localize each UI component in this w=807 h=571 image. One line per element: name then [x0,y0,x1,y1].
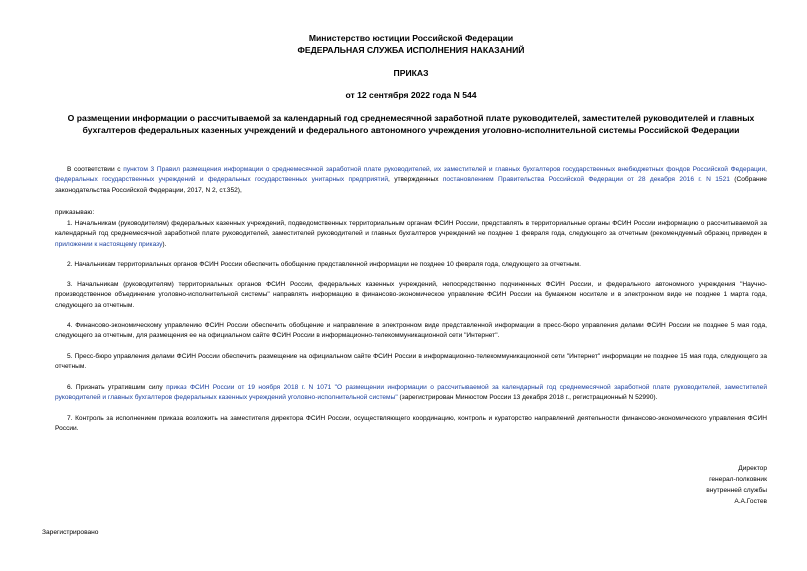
service-name: ФЕДЕРАЛЬНАЯ СЛУЖБА ИСПОЛНЕНИЯ НАКАЗАНИЙ [297,45,525,55]
item-6-text-end: (зарегистрирован Минюстом России 13 декабря 2018 г., регистрационный N 52990). [397,394,658,402]
item-1-text-end: ). [162,240,167,248]
item-4: 4. Финансово-экономическому управлению ФСИН России обеспечить обобщение и направление в электронном виде представленной информации в пресс-бюро управления делами ФСИН России не позднее 5 мая года, следующего за отчетным, для размещения ее на официальном сайте ФСИН России в информационно-телекоммуникационной сети "Интернет". [55,322,767,340]
item-1-text: 1. Начальникам (руководителям) федеральных казенных учреждений, подведомственных территориальным органам ФСИН России, представлять в территориальные органы ФСИН России информацию о рассчитываемой за календарный год среднемесячной заработной плате руководителей, заместителей руководителей и главных бухгалтеров учреждений не позднее 1 февраля года, следующего за отчетным (рекомендуемый образец приведен в [55,220,767,238]
item-3: 3. Начальникам (руководителям) территориальных органов ФСИН России, федеральных казенных учреждений, непосредственно подчиненных ФСИН России, и федерального автономного учреждения "Научно-производственное объединение уголовно-исполнительной системы" направлять информацию в финансово-экономическое управление ФСИН России на бумажном носителе и в электронном виде не позднее 1 марта года, следующего за отчетным. [55,281,767,309]
preamble-text-1: В соответствии с [67,166,124,173]
appendix-link[interactable]: приложении к настоящему приказу [55,240,163,248]
preamble-text-3: (Собрание законодательства Российской Федерации, 2017, N 2, ст.352), [55,176,767,194]
item-2: 2. Начальникам территориальных органов ФСИН России обеспечить обобщение представленной информации не позднее 10 февраля года, следующего за отчетным. [67,261,582,268]
document-title: О размещении информации о рассчитываемой за календарный год среднемесячной заработной плате руководителей, заместителей руководителей и главных бухгалтеров федеральных казенных учреждений и федерального автономного учреждения уголовно-исполнительной системы Российской Федерации [67,113,755,135]
repealed-order-link[interactable]: приказ ФСИН России от 19 ноября 2018 г. N 1071 "О размещении информации о рассчитываемой за календарный год среднемесячной заработной плате руководителей, заместителей руководителей и главных бухгалтеров федеральных казенных учреждений уголовно-исполнительной системы" [55,384,768,402]
document-date-number: от 12 сентября 2022 года N 544 [345,90,477,100]
signature-rank-service: внутренней службы [706,487,767,494]
order-word: приказываю: [55,209,95,216]
preamble-text-2: , утвержденных [388,176,443,184]
item-1 [55,219,767,250]
signature-position: Директор [738,465,767,472]
item-7: 7. Контроль за исполнением приказа возложить на заместителя директора ФСИН России, осуществляющего координацию, контроль и кураторство направлений деятельности финансово-экономического управления ФСИН России. [55,415,767,433]
rules-link[interactable]: пунктом 3 Правил размещения информации о среднемесячной заработной плате руководителей, их заместителей и главных бухгалтеров государственных внебюджетных фондов Российской Федерации, федеральных государственных учреждений и федеральных государственных унитарных предприятий [55,166,768,184]
ministry-name: Министерство юстиции Российской Федерации [308,33,514,43]
item-5: 5. Пресс-бюро управления делами ФСИН России обеспечить размещение на официальном сайте ФСИН России в информационно-телекоммуникационной сети "Интернет" информации не позднее 15 мая года, следующего за отчетным. [55,353,767,371]
signature-rank: генерал-полковник [709,476,767,483]
signature-name: А.А.Гостев [734,498,767,505]
item-6 [55,383,767,404]
registered-note: Зарегистрировано [42,529,99,536]
preamble-paragraph [55,165,767,196]
resolution-link[interactable]: постановлением Правительства Российской Федерации от 28 декабря 2016 г. N 1521 [442,176,730,184]
document-type: ПРИКАЗ [393,68,429,78]
item-6-text: 6. Признать утратившим силу [67,384,167,391]
